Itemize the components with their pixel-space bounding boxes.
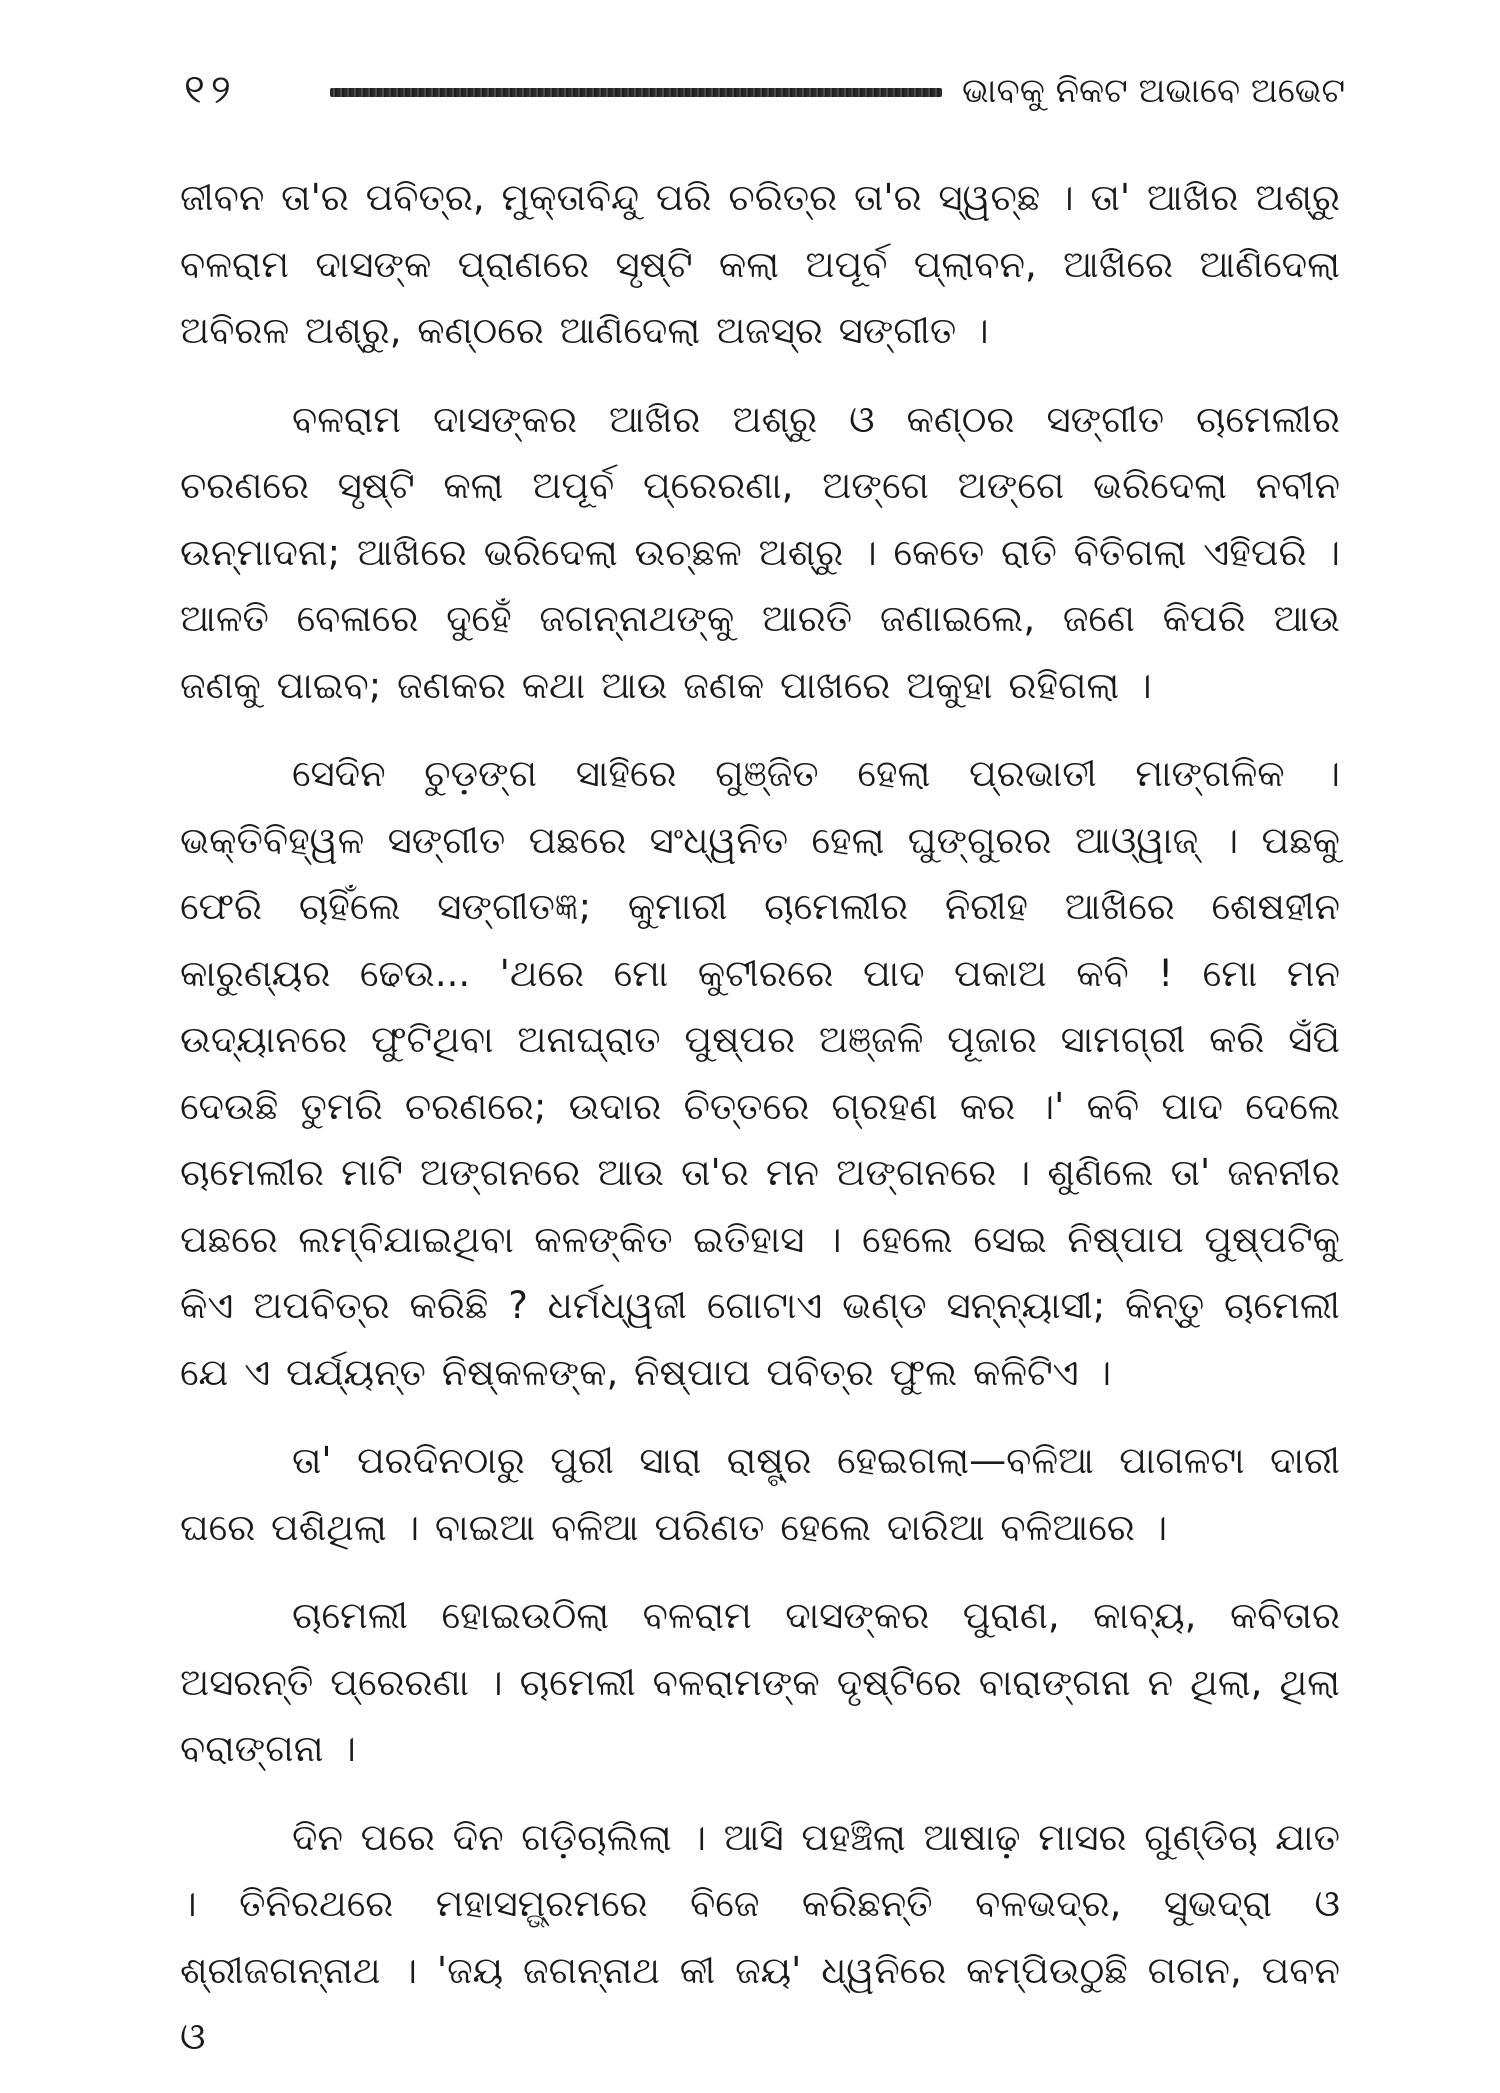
body-text — [180, 165, 1340, 2093]
paragraph-1: ଜୀବନ ତା'ର ପବିତ୍ର, ମୁକ୍ତାବିନ୍ଦୁ ପରି ଚରିତ୍ର ତା'ର ସ୍ୱଚ୍ଛ । ତା' ଆଖିର ଅଶ୍ରୁ ବଳରାମ ଦାସଙ୍କ ପ୍ରାଣରେ ସୃଷ୍ଟି କଲା ଅପୂର୍ବ ପ୍ଲାବନ, ଆଖିରେ ଆଣିଦେଲା ଅବିରଳ ଅଶ୍ରୁ, କଣ୍ଠରେ ଆଣିଦେଲା ଅଜସ୍ର ସଙ୍ଗୀତ । — [180, 176, 1340, 352]
paragraph-2: ବଳରାମ ଦାସଙ୍କର ଆଖିର ଅଶ୍ରୁ ଓ କଣ୍ଠର ସଙ୍ଗୀତ ଚାମେଲୀର ଚରଣରେ ସୃଷ୍ଟି କଲା ଅପୂର୍ବ ପ୍ରେରଣା, ଅଙ୍ଗେ ଅଙ୍ଗେ ଭରିଦେଲା ନବୀନ ଉନ୍ମାଦନା; ଆଖିରେ ଭରିଦେଲା ଉଚ୍ଛଳ ଅଶ୍ରୁ । କେତେ ରାତି ବିତିଗଲା ଏହିପରି । ଆଳତି ବେଳାରେ ଦୁହେଁ ଜଗନ୍ନାଥଙ୍କୁ ଆରତି ଜଣାଇଲେ, ଜଣେ କିପରି ଆଉ ଜଣକୁ ପାଇବ; ଜଣକର କଥା ଆଉ ଜଣକ ପାଖରେ ଅକୁହା ରହିଗଲା । — [180, 397, 1340, 707]
paragraph-4: ତା' ପରଦିନଠାରୁ ପୁରୀ ସାରା ରାଷ୍ଟ୍ର ହେଇଗଲା—ବଳିଆ ପାଗଳଟା ଦାରୀ ଘରେ ପଶିଥିଲା । ବାଇଆ ବଳିଆ ପରିଣତ ହେଲେ ଦାରିଆ ବଳିଆରେ । — [180, 1439, 1340, 1549]
page-number: ୧୨ — [184, 67, 237, 113]
paragraph-6: ଦିନ ପରେ ଦିନ ଗଡ଼ିଚାଲିଲା । ଆସି ପହଞ୍ଚିଲା ଆଷାଢ଼ ମାସର ଗୁଣ୍ଡିଚା ଯାତ । ତିନିରଥରେ ମହାସମ୍ଭ୍ରମରେ ବିଜେ କରିଛନ୍ତି ବଳଭଦ୍ର, ସୁଭଦ୍ରା ଓ ଶ୍ରୀଜଗନ୍ନାଥ । 'ଜୟ ଜଗନ୍ନାଥ କୀ ଜୟ' ଧ୍ୱନିରେ କମ୍ପିଉଠୁଛି ଗଗନ, ପବନ ଓ — [180, 1815, 1340, 2058]
page-header — [180, 58, 1346, 128]
running-head: ଭାବକୁ ନିକଟ ଅଭାବେ ଅଭେଟ — [962, 71, 1346, 111]
header-rule — [330, 88, 942, 97]
paragraph-3: ସେଦିନ ଚୁଡ଼ଙ୍ଗ ସାହିରେ ଗୁଞ୍ଜିତ ହେଲା ପ୍ରଭାତୀ ମାଙ୍ଗଳିକ । ଭକ୍ତିବିହ୍ୱଳ ସଙ୍ଗୀତ ପଛରେ ସଂଧ୍ୱନିତ ହେଲା ଘୁଙ୍ଗୁରର ଆଓ୍ୱାଜ୍ । ପଛକୁ ଫେରି ଚାହିଁଲେ ସଙ୍ଗୀତଜ୍ଞ; କୁମାରୀ ଚାମେଲୀର ନିରୀହ ଆଖିରେ ଶେଷହୀନ କାରୁଣ୍ୟର ଢେଉ... 'ଥରେ ମୋ କୁଟୀରରେ ପାଦ ପକାଅ କବି ! ମୋ ମନ ଉଦ୍ୟାନରେ ଫୁଟିଥିବା ଅନାଘ୍ରାତ ପୁଷ୍ପର ଅଞ୍ଜଳି ପୂଜାର ସାମଗ୍ରୀ କରି ସଁପି ଦେଉଛି ତୁମରି ଚରଣରେ; ଉଦାର ଚିତ୍ତରେ ଗ୍ରହଣ କର ।' କବି ପାଦ ଦେଲେ ଚାମେଲୀର ମାଟି ଅଙ୍ଗନରେ ଆଉ ତା'ର ମନ ଅଙ୍ଗନରେ । ଶୁଣିଲେ ତା' ଜନନୀର ପଛରେ ଲମ୍ବିଯାଇଥିବା କଳଙ୍କିତ ଇତିହାସ । ହେଲେ ସେଇ ନିଷ୍ପାପ ପୁଷ୍ପଟିକୁ କିଏ ଅପବିତ୍ର କରିଛି ? ଧର୍ମଧ୍ୱଜୀ ଗୋଟାଏ ଭଣ୍ଡ ସନ୍ନ୍ୟାସୀ; କିନ୍ତୁ ଚାମେଲୀ ଯେ ଏ ପର୍ଯ୍ୟନ୍ତ ନିଷ୍କଳଙ୍କ, ନିଷ୍ପାପ ପବିତ୍ର ଫୁଲ କଳିଟିଏ । — [180, 752, 1340, 1394]
paragraph-5: ଚାମେଲୀ ହୋଇଉଠିଲା ବଳରାମ ଦାସଙ୍କର ପୁରାଣ, କାବ୍ୟ, କବିତାର ଅସରନ୍ତି ପ୍ରେରଣା । ଚାମେଲୀ ବଳରାମଙ୍କ ଦୃଷ୍ଟିରେ ବାରାଙ୍ଗନା ନ ଥିଲା, ଥିଲା ବରାଙ୍ଗନା । — [180, 1594, 1340, 1770]
